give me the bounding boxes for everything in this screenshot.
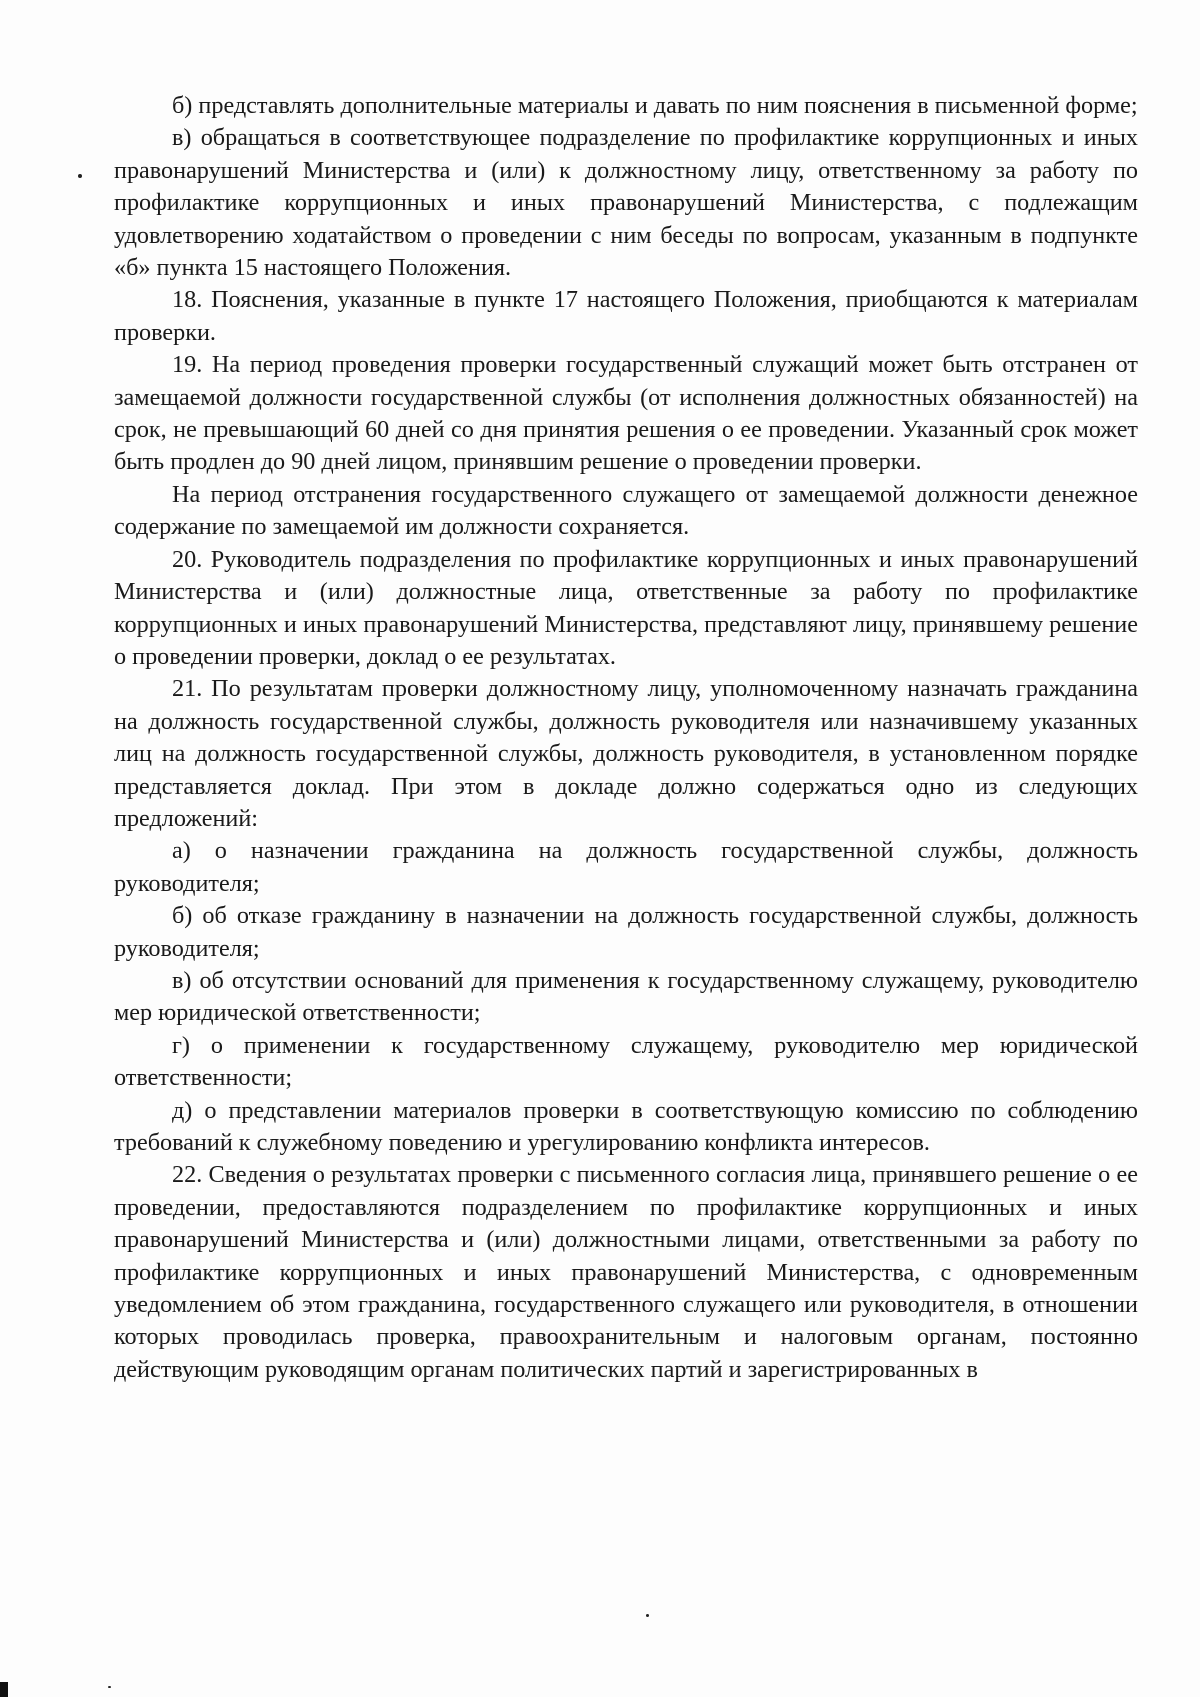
paragraph-18: 18. Пояснения, указанные в пункте 17 настоящего Положения, приобщаются к материалам проверки.	[114, 286, 1138, 346]
paragraph-20: 20. Руководитель подразделения по профилактике коррупционных и иных правонарушений Министерства и (или) должностные лица, ответственные за работу по профилактике коррупционных и иных правонарушений Министерства, представляют лицу, принявшему решение о проведении проверки, доклад о ее результатах.	[114, 545, 1138, 670]
paragraph-17v: в) обращаться в соответствующее подразделение по профилактике коррупционных и иных правонарушений Министерства и (или) к должностному лицу, ответственному за работу по профилактике коррупционных и иных правонарушений Министерства, с подлежащим удовлетворению ходатайством о проведении с ним беседы по вопросам, указанным в подпункте «б» пункта 15 настоящего Положения.	[114, 124, 1138, 282]
document-body	[114, 90, 1138, 1386]
paragraph-19-continued: На период отстранения государственного служащего от замещаемой должности денежное содержание по замещаемой им должности сохраняется.	[114, 480, 1138, 541]
scan-speck	[108, 1686, 111, 1688]
paragraph-22: 22. Сведения о результатах проверки с письменного согласия лица, принявшего решение о ее проведении, предоставляются подразделением по профилактике коррупционных и иных правонарушений Министерства и (или) должностными лицами, ответственными за работу по профилактике коррупционных и иных правонарушений Министерства, с одновременным уведомлением об этом гражданина, государственного служащего или руководителя, в отношении которых проводилась проверка, правоохранительным и налоговым органам, постоянно действующим руководящим органам политических партий и зарегистрированных в	[114, 1161, 1138, 1383]
paragraph-21: 21. По результатам проверки должностному лицу, уполномоченному назначать гражданина на должность государственной службы, должность руководителя или назначившему указанных лиц на должность государственной службы, должность руководителя, в установленном порядке представляется доклад. При этом в докладе должно содержаться одно из следующих предложений:	[114, 675, 1138, 832]
scan-edge-mark	[0, 1682, 8, 1697]
paragraph-17b: б) представлять дополнительные материалы и давать по ним пояснения в письменной форме;	[172, 92, 1138, 119]
paragraph-21g: г) о применении к государственному служащему, руководителю мер юридической ответственности;	[114, 1031, 1138, 1092]
paragraph-21d: д) о представлении материалов проверки в соответствующую комиссию по соблюдению требований к служебному поведению и урегулированию конфликта интересов.	[114, 1096, 1138, 1156]
paragraph-21a: а) о назначении гражданина на должность государственной службы, должность руководителя;	[114, 837, 1138, 897]
scan-speck	[646, 1614, 649, 1617]
paragraph-21b: б) об отказе гражданину в назначении на должность государственной службы, должность руководителя;	[114, 902, 1138, 962]
paragraph-19: 19. На период проведения проверки государственный служащий может быть отстранен от замещаемой должности государственной службы (от исполнения должностных обязанностей) на срок, не превышающий 60 дней со дня принятия решения о ее проведении. Указанный срок может быть продлен до 90 дней лицом, принявшим решение о проведении проверки.	[114, 351, 1138, 476]
paragraph-21v: в) об отсутствии оснований для применения к государственному служащему, руководителю мер юридической ответственности;	[114, 966, 1138, 1027]
scan-speck	[78, 174, 82, 178]
